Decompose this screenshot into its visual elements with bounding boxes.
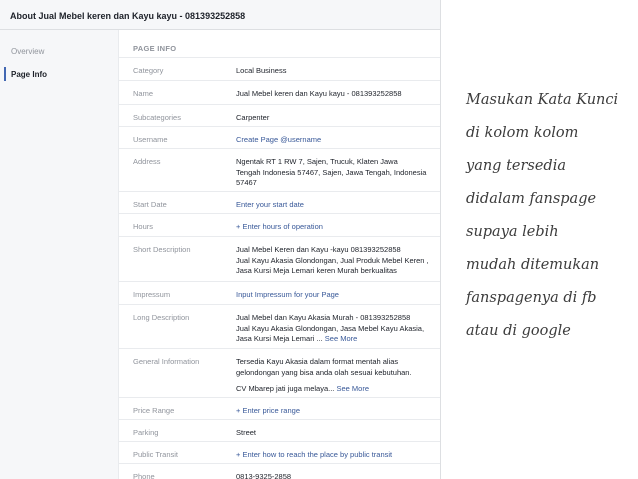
category-value[interactable]: Local Business <box>236 66 287 75</box>
public-transit-label: Public Transit <box>133 450 179 459</box>
about-sidebar <box>0 30 118 479</box>
annotation-line: didalam fanspage <box>466 191 597 207</box>
parking-value[interactable]: Street <box>236 428 257 437</box>
sidebar-item-page-info[interactable]: Page Info <box>0 65 118 83</box>
name-label: Name <box>133 89 154 98</box>
annotation-line: di kolom kolom <box>466 125 579 141</box>
row-category <box>119 57 441 80</box>
row-general-information <box>119 348 441 397</box>
annotation-line: fanspagenya di fb <box>466 290 597 306</box>
phone-label: Phone <box>133 472 155 479</box>
annotation-line: mudah ditemukan <box>466 257 600 273</box>
general-information-value[interactable] <box>236 357 436 395</box>
long-description-line <box>236 334 436 345</box>
annotation-text <box>466 84 634 348</box>
address-label: Address <box>133 157 161 166</box>
phone-value[interactable]: 0813-9325-2858 <box>236 472 292 479</box>
address-line: Ngentak RT 1 RW 7, Sajen, Trucuk, Klaten Jawa <box>236 157 398 166</box>
enter-hours-link[interactable]: + Enter hours of operation <box>236 222 323 231</box>
general-information-line: Tersedia Kayu Akasia dalam format mentah alias <box>236 357 399 366</box>
enter-start-date-link[interactable]: Enter your start date <box>236 200 304 209</box>
input-impressum-link[interactable]: Input Impressum for your Page <box>236 290 339 299</box>
row-price-range <box>119 397 441 419</box>
row-phone <box>119 463 441 479</box>
long-description-value[interactable] <box>236 313 436 345</box>
address-value[interactable] <box>236 157 436 189</box>
row-public-transit <box>119 441 441 463</box>
subcategories-label: Subcategories <box>133 113 181 122</box>
subcategories-value[interactable]: Carpenter <box>236 113 270 122</box>
address-line: 57467 <box>236 178 257 187</box>
page-title: About Jual Mebel keren dan Kayu kayu - 081393252858 <box>0 0 441 30</box>
general-information-text: CV Mbarep jati juga melaya... <box>236 384 335 393</box>
see-more-link[interactable]: See More <box>324 334 358 343</box>
row-address <box>119 148 441 191</box>
category-label: Category <box>133 66 164 75</box>
short-description-value[interactable] <box>236 245 436 277</box>
row-impressum <box>119 281 441 304</box>
long-description-line: Jual Kayu Akasia Glondongan, Jasa Mebel Kayu Akasia, <box>236 323 425 333</box>
row-long-description <box>119 304 441 348</box>
sidebar-item-overview[interactable]: Overview <box>11 47 45 56</box>
row-parking <box>119 419 441 441</box>
name-value[interactable]: Jual Mebel keren dan Kayu kayu - 081393252858 <box>236 89 402 98</box>
general-information-line: gelondongan yang bisa anda olah sesuai kebutuhan. <box>236 367 412 377</box>
short-description-line: Jual Mebel Keren dan Kayu -kayu 081393252858 <box>236 245 401 254</box>
address-line: Tengah Indonesia 57467, Sajen, Jawa Tengah, Indonesia <box>236 167 427 177</box>
long-description-label: Long Description <box>133 313 190 322</box>
short-description-label: Short Description <box>133 245 191 254</box>
long-description-line: Jual Mebel dan Kayu Akasia Murah - 081393252858 <box>236 313 411 322</box>
row-short-description <box>119 236 441 281</box>
annotation-line: yang tersedia <box>466 158 566 174</box>
username-label: Username <box>133 135 168 144</box>
parking-label: Parking <box>133 428 159 437</box>
row-hours <box>119 213 441 236</box>
general-information-label: General Information <box>133 357 200 366</box>
short-description-line: Jual Kayu Akasia Glondongan, Jual Produk Mebel Keren , <box>236 255 429 265</box>
price-range-label: Price Range <box>133 406 175 415</box>
annotation-line: supaya lebih <box>466 224 559 240</box>
row-subcategories <box>119 104 441 126</box>
hours-label: Hours <box>133 222 154 231</box>
row-start-date <box>119 191 441 213</box>
annotation-line: Masukan Kata Kunci <box>466 92 619 108</box>
long-description-text: Jasa Kursi Meja Lemari ... <box>236 334 323 343</box>
enter-price-range-link[interactable]: + Enter price range <box>236 406 300 415</box>
see-more-link[interactable]: See More <box>336 384 370 393</box>
impressum-label: Impressum <box>133 290 171 299</box>
row-username <box>119 126 441 148</box>
enter-public-transit-link[interactable]: + Enter how to reach the place by public transit <box>236 450 393 459</box>
page-info-content <box>118 30 441 479</box>
annotation-line: atau di google <box>466 323 571 339</box>
create-username-link[interactable]: Create Page @username <box>236 135 322 144</box>
short-description-line: Jasa Kursi Meja Lemari keren Murah berkualitas <box>236 266 397 275</box>
section-title: PAGE INFO <box>133 44 177 53</box>
start-date-label: Start Date <box>133 200 167 209</box>
row-name <box>119 80 441 104</box>
general-information-line <box>236 384 436 395</box>
